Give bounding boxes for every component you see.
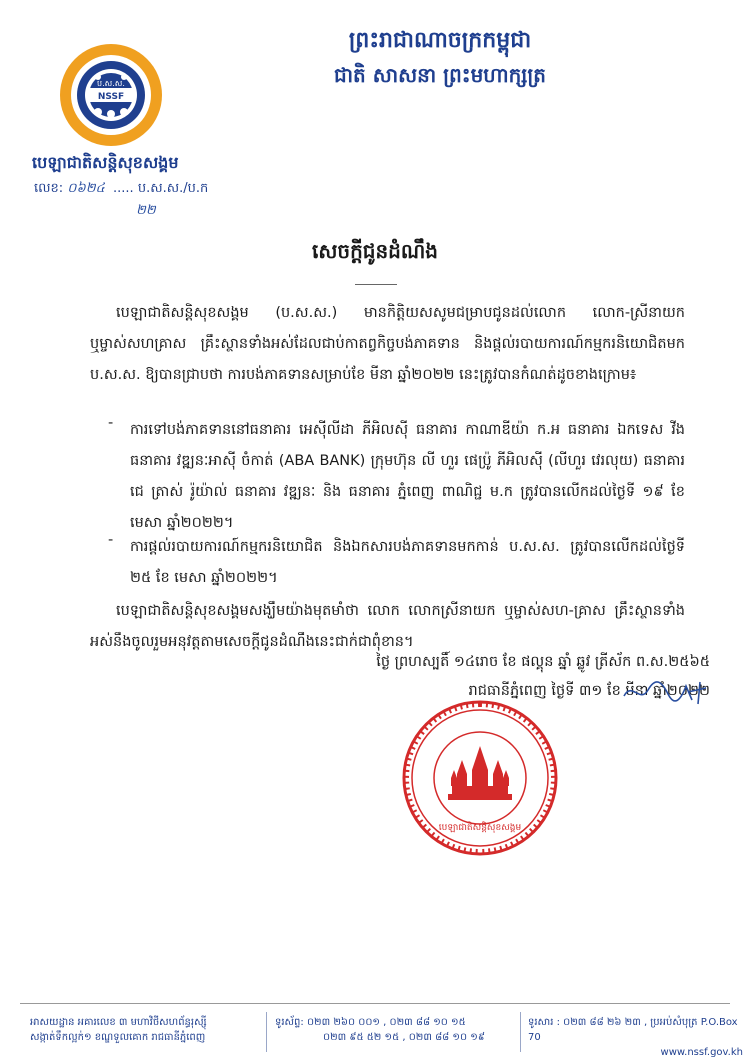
footer-divider	[20, 1003, 730, 1004]
kingdom-name: ព្រះរាជាណាចក្រកម្ពុជា	[348, 28, 532, 53]
address-line-1: អាសយដ្ឋាន អគារលេខ ៣ មហាវិថីសហព័ន្ធរុស្ស៊ី	[30, 1017, 207, 1028]
address-line-2: សង្កាត់ទឹកល្អក់១ ខណ្ឌទួលគោក រាជធានីភ្នំពេញ	[30, 1032, 206, 1043]
footer-address	[30, 1015, 260, 1045]
seal-text: បេឡាជាតិសន្តិសុខសង្គម	[438, 823, 522, 833]
phone-line-2: ០២៣ ៩៥ ៥២ ១៥ , ០២៣ ៨៨ ១០ ១៩	[323, 1032, 485, 1043]
nssf-logo	[58, 42, 164, 148]
ref-suffix: ប.ស.ស./ប.ក	[137, 181, 209, 196]
notice-title: សេចក្តីជូនដំណឹង	[312, 239, 438, 263]
ref-number: ០៦២៤	[67, 181, 105, 196]
title-divider	[355, 284, 397, 285]
footer-separator	[266, 1012, 267, 1052]
footer-phones	[275, 1015, 515, 1045]
footer-separator	[520, 1012, 521, 1052]
phone-line-1: ០២៣ ២៦០ ០០១ , ០២៣ ៨៨ ១០ ១៥	[306, 1017, 466, 1028]
official-seal	[400, 698, 560, 858]
bullet-report-deadline: ការផ្តល់របាយការណ៍កម្មករនិយោជិត និងឯកសារបង់ភាគទានមកកាន់ ប.ស.ស. ត្រូវបានលើកដល់ថ្ងៃទី ២៥ ខែ មេសា ឆ្នាំ២០២២។	[130, 539, 685, 586]
logo-abbr-en: NSSF	[97, 92, 125, 102]
ref-year: ២២	[136, 203, 156, 218]
lunar-date: ថ្ងៃ ព្រហស្បតិ៍ ១៤រោច ខែ ផល្គុន ឆ្នាំ ឆ្លូវ ត្រីស័ក ព.ស.២៥៦៥	[376, 654, 710, 670]
footer-contact	[528, 1015, 743, 1060]
closing-paragraph: បេឡាជាតិសន្តិសុខសង្គមសង្ឃឹមយ៉ាងមុតមាំថា លោក លោកស្រីនាយក ឬម្ចាស់សហ-គ្រាស គ្រឹះស្ថានទាំងអស់នឹងចូលរួមអនុវត្តតាមសេចក្តីជូនដំណឹងនេះជាក់ជាពុំខាន។	[90, 603, 685, 650]
ref-prefix: លេខ:	[34, 181, 64, 196]
kingdom-header	[270, 24, 610, 92]
bullet-dash: -	[108, 532, 114, 548]
kingdom-motto: ជាតិ សាសនា ព្រះមហាក្សត្រ	[334, 63, 546, 87]
logo-abbr: ប.ស.ស.	[97, 79, 125, 88]
phone-label: ទូរស័ព្ទ:	[275, 1017, 304, 1028]
bullet-payment-banks: ការទៅបង់ភាគទាននៅធនាគារ អេស៊ីលីដា ភីអិលស៊ី ធនាគារ កាណាឌីយ៉ា ក.អ ធនាគារ ឯកទេស វីង ធនាគារ វឌ្ឍនៈអាស៊ី ចំកាត់ (ABA BANK) ក្រុមហ៊ុន លី ហួរ ផេប្រ៉ូ ភីអិលស៊ី (លីហួរ វេរលុយ) ធនាគារ ជេ ត្រាស់ រ៉ូយ៉ាល់ ធនាគារ វឌ្ឍនៈ និង ធនាគារ ភ្នំពេញ ពាណិជ្ជ ម.ក ត្រូវបានលើកដល់ថ្ងៃទី ១៩ ខែ មេសា ឆ្នាំ២០២២។	[130, 422, 685, 531]
signature	[622, 676, 712, 708]
reference-number: លេខ: ០៦២៤ ..... ប.ស.ស./ប.ក	[34, 181, 209, 196]
website-link[interactable]: www.nssf.gov.kh	[660, 1047, 743, 1058]
fax-pobox: ទូរសារ : ០២៣ ៨៨ ២៦ ២៣ , ប្រអប់សំបុត្រ P.O.Box 70	[528, 1017, 738, 1043]
bullet-dash: -	[108, 415, 114, 431]
intro-paragraph: បេឡាជាតិសន្តិសុខសង្គម (ប.ស.ស.) មានកិត្តិយសសូមជម្រាបជូនដល់លោក លោក-ស្រីនាយក ឬម្ចាស់សហគ្រាស គ្រឹះស្ថានទាំងអស់ដែលជាប់កាតព្វកិច្ចបង់ភាគទាន និងផ្តល់របាយការណ៍កម្មករនិយោជិតមក ប.ស.ស. ឱ្យបានជ្រាបថា ការបង់ភាគទានសម្រាប់ខែ មីនា ឆ្នាំ២០២២ នេះត្រូវបានកំណត់ដូចខាងក្រោម៖	[90, 305, 685, 383]
solar-date: រាជធានីភ្នំពេញ ថ្ងៃទី ៣១ ខែ មីនា ឆ្នាំ២០២២	[468, 683, 710, 699]
organization-name: បេឡាជាតិសន្តិសុខសង្គម	[32, 153, 179, 172]
